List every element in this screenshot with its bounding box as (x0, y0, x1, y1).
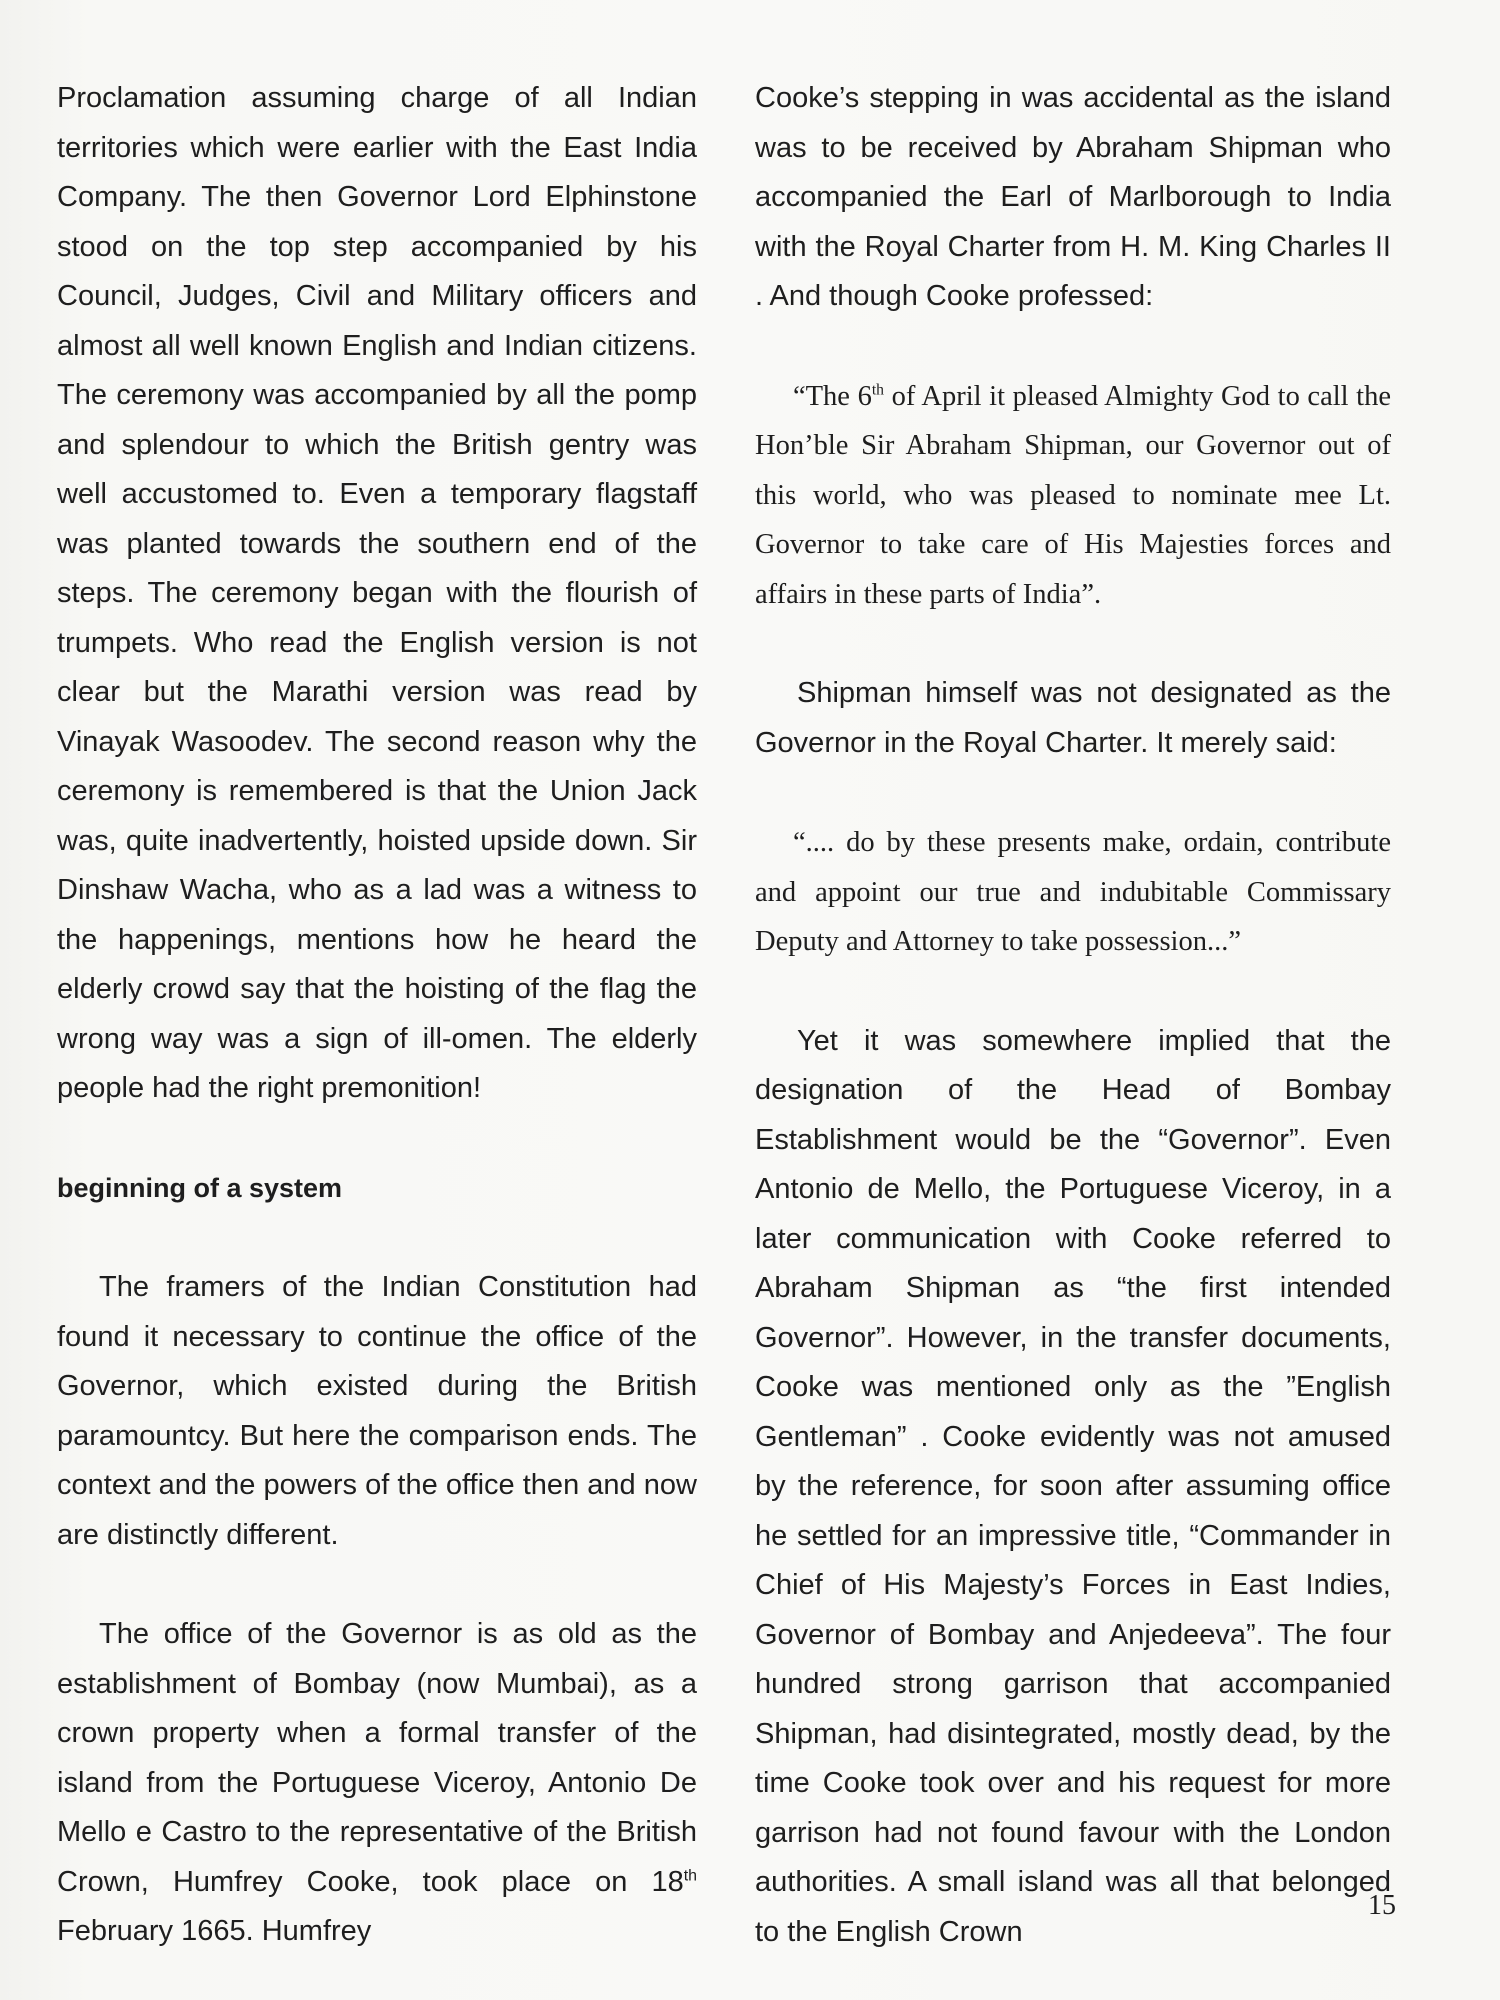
block-quote (755, 372, 1391, 620)
right-column (755, 74, 1391, 1957)
quote-text: “The 6 (793, 380, 872, 412)
block-quote: “.... do by these presents make, ordain, contribute and appoint our true and indubitable Commissary Deputy and Attorney to take possession...” (755, 827, 1391, 957)
paragraph: Shipman himself was not designated as the Governor in the Royal Charter. It merely said: (755, 677, 1391, 759)
paragraph-text: February 1665. Humfrey (57, 1915, 372, 1947)
page-number: 15 (1368, 1890, 1396, 1921)
section-heading: beginning of a system (57, 1172, 343, 1203)
left-column (57, 74, 697, 1957)
quote-text: of April it pleased Almighty God to call the Hon’ble Sir Abraham Shipman, our Governor out of this world, who was pleased to nominate mee Lt. Governor to take care of His Majesties forces and affairs in these parts of India”. (755, 380, 1391, 610)
paragraph (57, 1610, 697, 1957)
ordinal-suffix: th (683, 1866, 697, 1884)
ordinal-suffix: th (871, 381, 885, 398)
paragraph: Cooke’s stepping in was accidental as the island was to be received by Abraham Shipman who accompanied the Earl of Marlborough to India with the Royal Charter from H. M. King Charles II . And though Cooke professed: (755, 82, 1391, 312)
paragraph-text: The office of the Governor is as old as the establishment of Bombay (now Mumbai), as a crown property when a formal transfer of the island from the Portuguese Viceroy, Antonio De Mello e Castro to the representative of the British Crown, Humfrey Cooke, took place on 18 (57, 1618, 697, 1898)
paragraph: Yet it was somewhere implied that the designation of the Head of Bombay Establishment would be the “Governor”. Even Antonio de Mello, the Portuguese Viceroy, in a later communication with Cooke referred to Abraham Shipman as “the first intended Governor”. However, in the transfer documents, Cooke was mentioned only as the ”English Gentleman” . Cooke evidently was not amused by the reference, for soon after assuming office he settled for an impressive title, “Commander in Chief of His Majesty’s Forces in East Indies, Governor of Bombay and Anjedeeva”. The four hundred strong garrison that accompanied Shipman, had disintegrated, mostly dead, by the time Cooke took over and his request for more garrison had not found favour with the London authorities. A small island was all that belonged to the English Crown (755, 1024, 1391, 1948)
paragraph: Proclamation assuming charge of all Indian territories which were earlier with the East India Company. The then Governor Lord Elphinstone stood on the top step accompanied by his Council, Judges, Civil and Military officers and almost all well known English and Indian citizens. The ceremony was accompanied by all the pomp and splendour to which the British gentry was well accustomed to. Even a temporary flagstaff was planted towards the southern end of the steps. The ceremony began with the flourish of trumpets. Who read the English version is not clear but the Marathi version was read by Vinayak Wasoodev. The second reason why the ceremony is remembered is that the Union Jack was, quite inadvertently, hoisted upside down. Sir Dinshaw Wacha, who as a lad was a witness to the happenings, mentions how he heard the elderly crowd say that the hoisting of the flag the wrong way was a sign of ill-omen. The elderly people had the right premonition! (57, 82, 697, 1104)
paragraph: The framers of the Indian Constitution had found it necessary to continue the office of the Governor, which existed during the British paramountcy. But here the comparison ends. The context and the powers of the office then and now are distinctly different. (57, 1271, 697, 1551)
